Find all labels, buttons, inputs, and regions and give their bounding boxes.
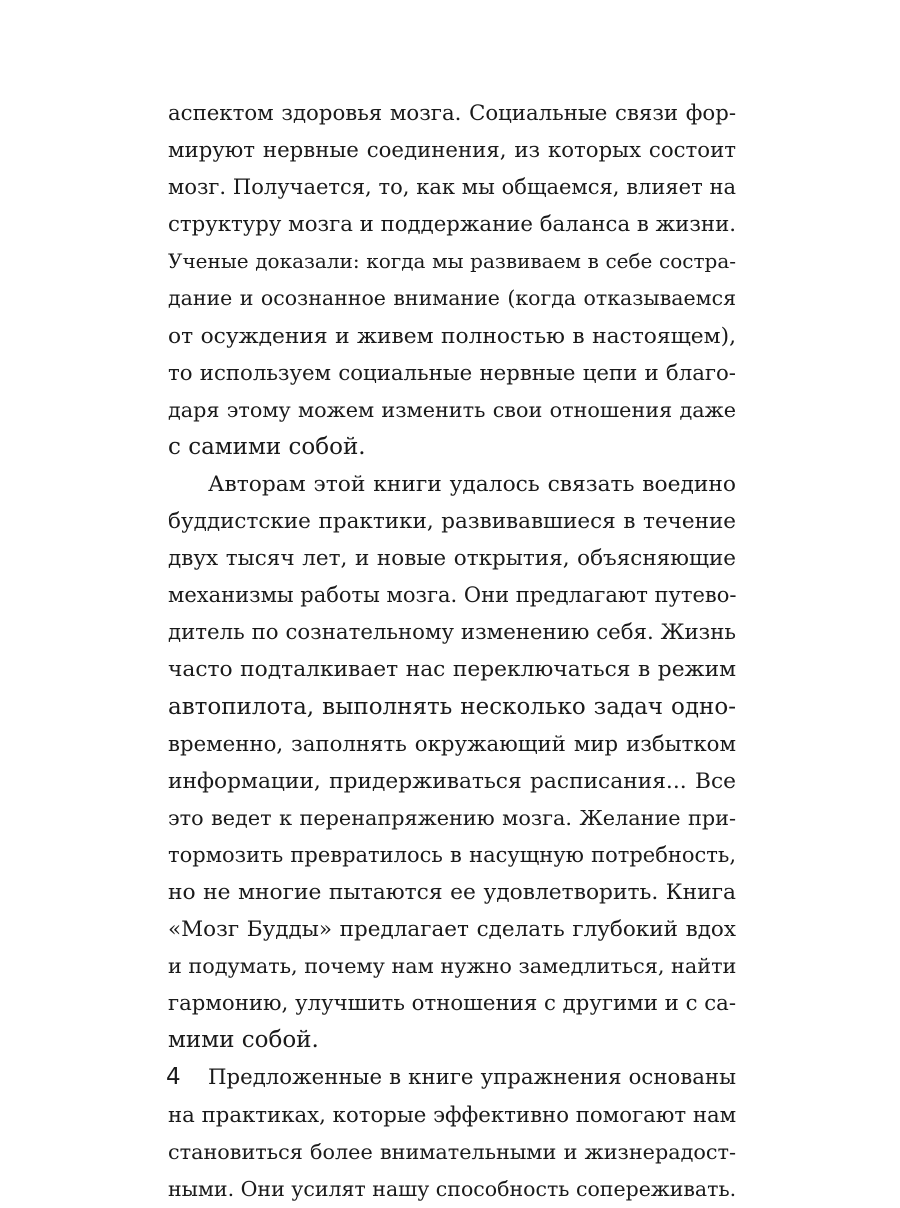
- text-line: мими собой.: [168, 1027, 319, 1054]
- text-line: дитель по сознательному изменению себя. Жизнь: [168, 620, 736, 646]
- text-line: с самими собой.: [168, 433, 366, 460]
- text-line: информации, придерживаться расписания... Все: [168, 768, 736, 794]
- paragraph-1: [168, 95, 736, 466]
- text-line: гармонию, улучшить отношения с другими и с са-: [168, 991, 736, 1017]
- text-line: временно, заполнять окружающий мир избытком: [168, 731, 736, 757]
- text-line: то используем социальные нервные цепи и благо-: [168, 360, 736, 386]
- text-line: от осуждения и живем полностью в настоящем),: [168, 323, 736, 349]
- text-line: Предложенные в книге упражнения основаны: [208, 1065, 736, 1091]
- text-line: Авторам этой книги удалось связать воедино: [208, 471, 736, 497]
- text-line: и подумать, почему нам нужно замедлиться, найти: [168, 954, 737, 979]
- text-line: Ученые доказали: когда мы развиваем в себе состра-: [168, 249, 736, 274]
- text-line: становиться более внимательными и жизнерадост-: [168, 1139, 736, 1164]
- text-line: ными. Они усилят нашу способность сопереживать.: [168, 1176, 737, 1201]
- text-line: это ведет к перенапряжению мозга. Желание при-: [168, 805, 736, 830]
- text-line: дание и осознанное внимание (когда отказываемся: [168, 286, 736, 311]
- text-line: часто подталкивает нас переключаться в режим: [168, 657, 736, 683]
- text-line: структуру мозга и поддержание баланса в жизни.: [168, 212, 736, 238]
- text-line: автопилота, выполнять несколько задач одно-: [168, 693, 736, 720]
- text-line: механизмы работы мозга. Они предлагают путево-: [168, 583, 737, 608]
- text-line: даря этому можем изменить свои отношения даже: [168, 397, 736, 422]
- page-number: 4: [166, 1064, 181, 1090]
- text-line: «Мозг Будды» предлагает сделать глубокий вдох: [168, 917, 736, 943]
- paragraph-3: [168, 1059, 736, 1207]
- text-line: двух тысяч лет, и новые открытия, объясняющие: [168, 546, 736, 572]
- text-line: аспектом здоровья мозга. Социальные связи фор-: [168, 101, 736, 126]
- text-line: на практиках, которые эффективно помогают нам: [168, 1102, 737, 1128]
- paragraph-2: [168, 466, 736, 1060]
- text-line: но не многие пытаются ее удовлетворить. Книга: [168, 879, 736, 905]
- body-text: [168, 95, 736, 1208]
- text-line: тормозить превратилось в насущную потребность,: [168, 842, 736, 867]
- text-line: мируют нервные соединения, из которых состоит: [168, 138, 736, 164]
- text-line: мозг. Получается, то, как мы общаемся, влияет на: [168, 175, 736, 200]
- text-line: буддистские практики, развивавшиеся в течение: [168, 509, 736, 535]
